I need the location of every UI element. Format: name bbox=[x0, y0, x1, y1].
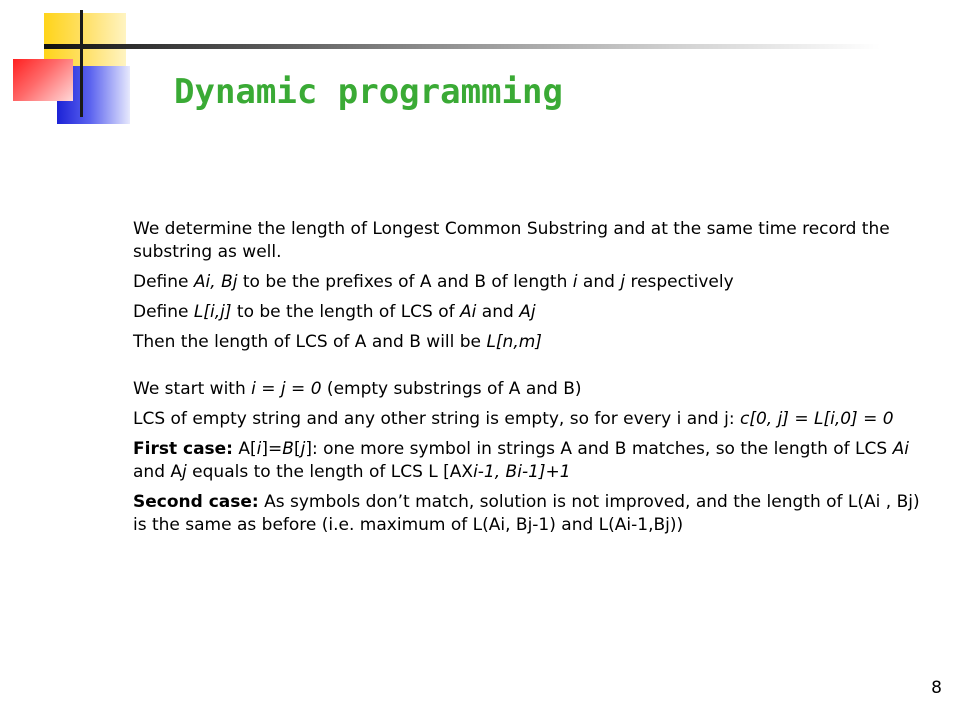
text: and bbox=[577, 272, 621, 292]
logo-red-block bbox=[13, 59, 73, 101]
paragraph-second-case bbox=[133, 491, 923, 537]
math-recurrence: i-1, Bi-1]+1 bbox=[473, 462, 571, 482]
math-i: i bbox=[256, 439, 262, 459]
text: Then the length of LCS of A and B will be bbox=[133, 332, 487, 352]
math-ai: Ai bbox=[460, 302, 477, 322]
text: LCS of empty string and any other string is empty, so for every i and j: bbox=[133, 409, 740, 429]
math-j: j bbox=[300, 439, 306, 459]
math-aj: Aj bbox=[519, 302, 536, 322]
math-j: j bbox=[182, 462, 187, 482]
math-i-eq-j-eq-0: i = j = 0 bbox=[251, 379, 322, 399]
text: to be the length of LCS of bbox=[231, 302, 461, 322]
math-ai-bj: Ai, Bj bbox=[193, 272, 238, 292]
paragraph-first-case bbox=[133, 438, 923, 484]
text: and A bbox=[133, 462, 183, 482]
text: [ bbox=[293, 439, 301, 459]
slide-body bbox=[133, 218, 923, 544]
text: respectively bbox=[625, 272, 734, 292]
math-j: j bbox=[620, 272, 626, 292]
text: We start with bbox=[133, 379, 252, 399]
text: equals to the length of LCS L [AX bbox=[186, 462, 474, 482]
paragraph-result bbox=[133, 331, 923, 354]
math-ai: Ai bbox=[892, 439, 909, 459]
slide-title: Dynamic programming bbox=[174, 72, 563, 112]
text: Define bbox=[133, 302, 194, 322]
paragraph-define-prefixes bbox=[133, 271, 923, 294]
page-number: 8 bbox=[931, 678, 942, 698]
paragraph-define-lij bbox=[133, 301, 923, 324]
math-lij: L[i,j] bbox=[193, 302, 232, 322]
label-second-case: Second case: bbox=[133, 492, 259, 512]
text: A[ bbox=[232, 439, 257, 459]
math-base-case: c[0, j] = L[i,0] = 0 bbox=[739, 409, 894, 429]
text: Define bbox=[133, 272, 194, 292]
text: ]: one more symbol in strings A and B matches, so the length of LCS bbox=[305, 439, 893, 459]
title-rule-line bbox=[44, 44, 880, 49]
text: As symbols don’t match, solution is not improved, and the length of L(Ai , Bj) is the same as before (i.e. maximum of L(Ai, Bj-1) and L(Ai-1,Bj)) bbox=[133, 492, 920, 535]
math-lnm: L[n,m] bbox=[486, 332, 542, 352]
math-i: i bbox=[572, 272, 578, 292]
text: (empty substrings of A and B) bbox=[321, 379, 582, 399]
paragraph-empty-lcs bbox=[133, 408, 923, 431]
math-b: B bbox=[282, 439, 294, 459]
paragraph-start bbox=[133, 378, 923, 401]
text: and bbox=[476, 302, 520, 322]
paragraph-intro: We determine the length of Longest Common Substring and at the same time record the substring as well. bbox=[133, 219, 890, 262]
label-first-case: First case: bbox=[133, 439, 233, 459]
text: ]= bbox=[261, 439, 283, 459]
text: to be the prefixes of A and B of length bbox=[237, 272, 573, 292]
logo-vertical-line bbox=[80, 10, 83, 117]
